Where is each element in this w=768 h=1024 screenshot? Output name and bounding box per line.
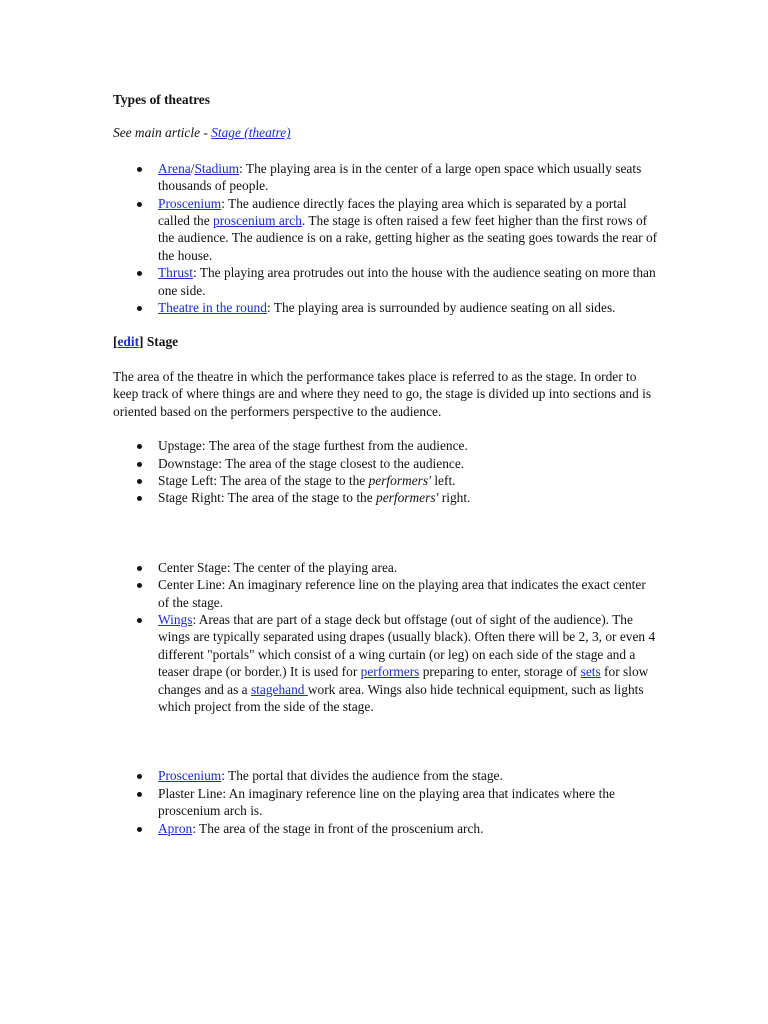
- list-item-center-stage: Center Stage: The center of the playing area.: [158, 559, 658, 576]
- list-item-theatre-in-the-round: Theatre in the round: The playing area is surrounded by audience seating on all sides.: [158, 299, 658, 316]
- list-item-wings: Wings: Areas that are part of a stage deck but offstage (out of sight of the audience). The wings are typically separated using drapes (usually black). Often there will be 2, 3, or even 4 different "portals" which consist of a wing curtain (or leg) on each side of the stage and a teaser drape (or border.) It is used for performers preparing to enter, storage of sets for slow changes and as a stagehand work area. Wings also hide technical equipment, such as lights which project from the side of the stage.: [158, 611, 658, 715]
- list-item-proscenium-portal: Proscenium: The portal that divides the audience from the stage.: [158, 767, 658, 784]
- list-item-stage-right: Stage Right: The area of the stage to the performers' right.: [158, 489, 658, 506]
- list-item-arena-stadium: Arena/Stadium: The playing area is in the center of a large open space which usually seats thousands of people.: [158, 160, 658, 195]
- section-heading-stage: [edit] Stage: [113, 334, 179, 350]
- list-item-apron: Apron: The area of the stage in front of the proscenium arch.: [158, 820, 658, 837]
- link-stage-theatre[interactable]: Stage (theatre): [211, 125, 291, 141]
- list-item-upstage: Upstage: The area of the stage furthest from the audience.: [158, 437, 658, 454]
- edit-link[interactable]: edit: [117, 334, 140, 350]
- list-item-proscenium: Proscenium: The audience directly faces the playing area which is separated by a portal called the proscenium arch. The stage is often raised a few feet higher than the first rows of the audience. The audience is on a rake, getting higher as the seating goes towards the rear of the house.: [158, 195, 658, 263]
- proscenium-list: [113, 767, 658, 837]
- document-content: [113, 91, 658, 837]
- see-main-article-line: [113, 124, 658, 141]
- link-stagehand[interactable]: stagehand: [250, 681, 308, 697]
- link-theatre-in-the-round[interactable]: Theatre in the round: [158, 300, 267, 316]
- link-proscenium-arch[interactable]: proscenium arch: [213, 213, 302, 229]
- see-main-article-label: See main article -: [113, 125, 212, 141]
- list-item-plaster-line: Plaster Line: An imaginary reference line on the playing area that indicates where the proscenium arch is.: [158, 785, 658, 820]
- link-proscenium[interactable]: Proscenium: [158, 195, 222, 211]
- link-arena[interactable]: Arena: [158, 160, 191, 176]
- theatre-types-list: [113, 160, 658, 317]
- link-performers[interactable]: performers: [360, 664, 420, 680]
- list-item-downstage: Downstage: The area of the stage closest to the audience.: [158, 455, 658, 472]
- list-item-stage-left: Stage Left: The area of the stage to the performers' left.: [158, 472, 658, 489]
- section-heading-types-of-theatres: Types of theatres: [113, 92, 210, 107]
- link-proscenium-2[interactable]: Proscenium: [158, 768, 222, 784]
- stage-paragraph: The area of the theatre in which the performance takes place is referred to as the stage. In order to keep track of where things are and where they need to go, the stage is divided up into sections and is oriented based on the performers perspective to the audience.: [113, 368, 652, 419]
- list-item-thrust: Thrust: The playing area protrudes out into the house with the audience seating on more than one side.: [158, 264, 658, 299]
- link-wings[interactable]: Wings: [158, 611, 193, 627]
- list-item-center-line: Center Line: An imaginary reference line on the playing area that indicates the exact center of the stage.: [158, 576, 658, 611]
- link-sets[interactable]: sets: [580, 664, 601, 680]
- stage-directions-list: [113, 437, 658, 507]
- link-stadium[interactable]: Stadium: [194, 160, 240, 176]
- link-thrust[interactable]: Thrust: [158, 265, 193, 281]
- link-apron[interactable]: Apron: [158, 820, 193, 836]
- stage-areas-list: [113, 559, 658, 716]
